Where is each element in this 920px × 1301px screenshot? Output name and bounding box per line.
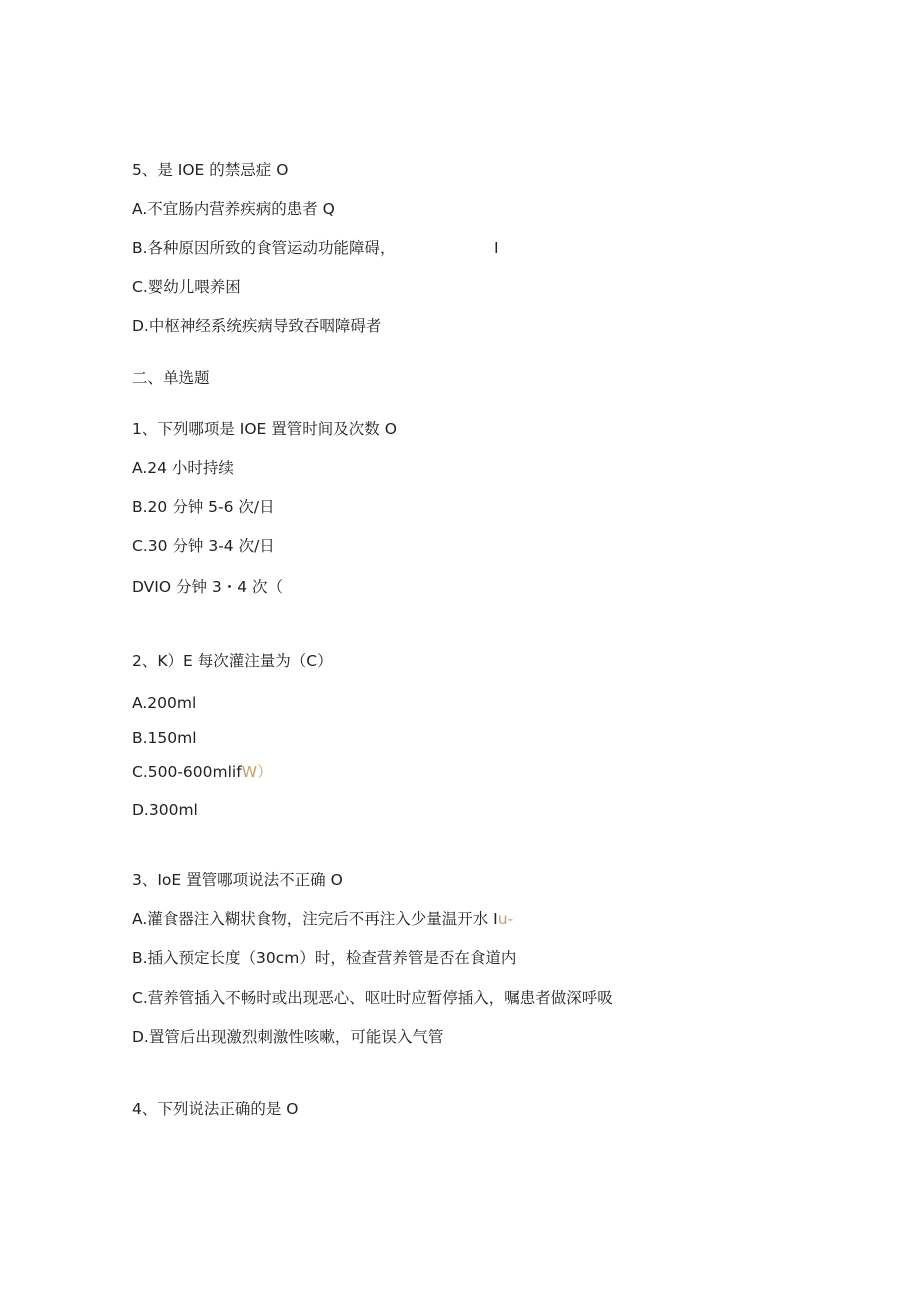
question-5-stem: 5、是 IOE 的禁忌症 O: [132, 161, 289, 179]
single-4-stem: 4、下列说法正确的是 O: [132, 1100, 299, 1118]
single-2-option-c-text: C.500-600mlif: [132, 763, 242, 781]
question-5-option-b: B.各种原因所致的食管运动功能障碍，: [132, 239, 396, 257]
single-3-option-c: C.营养管插入不畅时或出现恶心、呕吐时应暂停插入，嘱患者做深呼吸: [132, 989, 613, 1007]
single-3-stem: 3、IoE 置管哪项说法不正确 O: [132, 871, 343, 889]
single-3-option-a: [132, 909, 513, 929]
single-3-option-a-mark: u-: [497, 910, 514, 928]
single-1-option-c: C.30 分钟 3-4 次/日: [132, 537, 275, 555]
single-1-option-d: DVIO 分钟 3・4 次（: [132, 578, 284, 596]
single-1-option-b: B.20 分钟 5-6 次/日: [132, 498, 275, 516]
single-2-option-b: B.150ml: [132, 729, 197, 747]
question-5-option-d: D.中枢神经系统疾病导致吞咽障碍者: [132, 317, 382, 335]
single-2-stem: 2、K）E 每次灌注量为（C）: [132, 652, 333, 670]
single-3-option-d: D.置管后出现激烈刺激性咳嗽，可能误入气管: [132, 1028, 444, 1046]
single-2-option-a: A.200ml: [132, 694, 197, 712]
single-1-stem: 1、下列哪项是 IOE 置管时间及次数 O: [132, 420, 397, 438]
section-heading-single-choice: 二、单选题: [132, 369, 210, 387]
single-2-option-c-mark: W）: [241, 763, 273, 781]
question-5-option-c: C.婴幼儿喂养困: [132, 278, 241, 296]
single-3-option-a-text: A.灌食器注入糊状食物，注完后不再注入少量温开水 I: [132, 910, 498, 928]
question-5-option-a: A.不宜肠内营养疾病的患者 Q: [132, 200, 335, 218]
single-2-option-c: [132, 762, 273, 782]
single-3-option-b: B.插入预定长度（30cm）时，检查营养管是否在食道内: [132, 949, 517, 967]
stray-mark: I: [494, 239, 499, 257]
single-2-option-d: D.300ml: [132, 801, 198, 819]
single-1-option-a: A.24 小时持续: [132, 459, 234, 477]
